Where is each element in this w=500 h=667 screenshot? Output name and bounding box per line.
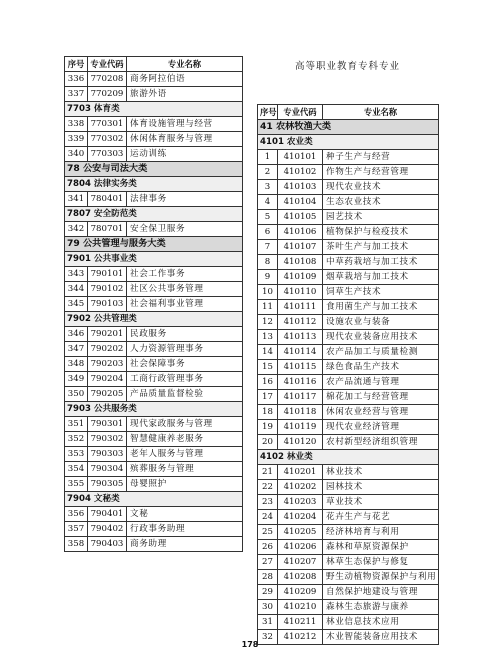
header-code: 专业代码: [278, 105, 323, 120]
table-row: [258, 165, 439, 180]
name-cell: 中草药栽培与加工技术: [323, 255, 439, 270]
seq-cell: 22: [258, 480, 278, 495]
seq-cell: 29: [258, 585, 278, 600]
code-cell: 410106: [278, 225, 323, 240]
name-cell: 老年人服务与管理: [127, 447, 243, 462]
seq-cell: 3: [258, 180, 278, 195]
seq-cell: 347: [65, 342, 88, 357]
category-label: 79 公共管理与服务大类: [65, 237, 243, 252]
seq-cell: 357: [65, 522, 88, 537]
table-row: [258, 570, 439, 585]
table-row: [65, 192, 243, 207]
code-cell: 790401: [88, 507, 127, 522]
code-cell: 410105: [278, 210, 323, 225]
seq-cell: 32: [258, 630, 278, 645]
table-row: [258, 525, 439, 540]
subcategory-row: [65, 102, 243, 117]
table-row: [65, 147, 243, 162]
table-row: [65, 282, 243, 297]
name-cell: 自然保护地建设与管理: [323, 585, 439, 600]
code-cell: 410110: [278, 285, 323, 300]
name-cell: 林业信息技术应用: [323, 615, 439, 630]
name-cell: 设施农业与装备: [323, 315, 439, 330]
name-cell: 农产品流通与管理: [323, 375, 439, 390]
table-row: [65, 477, 243, 492]
code-cell: 770303: [88, 147, 127, 162]
seq-cell: 15: [258, 360, 278, 375]
code-cell: 410204: [278, 510, 323, 525]
seq-cell: 30: [258, 600, 278, 615]
name-cell: 产品质量监督检验: [127, 387, 243, 402]
right-section-heading: 高等职业教育专科专业: [294, 61, 400, 72]
code-cell: 790302: [88, 432, 127, 447]
seq-cell: 8: [258, 255, 278, 270]
code-cell: 780701: [88, 222, 127, 237]
table-row: [65, 372, 243, 387]
name-cell: 民政服务: [127, 327, 243, 342]
name-cell: 作物生产与经营管理: [323, 165, 439, 180]
seq-cell: 349: [65, 372, 88, 387]
seq-cell: 21: [258, 465, 278, 480]
table-row: [258, 210, 439, 225]
seq-cell: 340: [65, 147, 88, 162]
right-table-body: [258, 120, 439, 645]
name-cell: 工商行政管理事务: [127, 372, 243, 387]
name-cell: 母婴照护: [127, 477, 243, 492]
left-major-table: [64, 56, 243, 552]
table-row: [258, 285, 439, 300]
seq-cell: 7: [258, 240, 278, 255]
name-cell: 休闲农业经营与管理: [323, 405, 439, 420]
table-row: [258, 510, 439, 525]
code-cell: 410205: [278, 525, 323, 540]
table-row: [258, 225, 439, 240]
seq-cell: 11: [258, 300, 278, 315]
name-cell: 社区公共事务管理: [127, 282, 243, 297]
seq-cell: 355: [65, 477, 88, 492]
table-row: [65, 72, 243, 87]
seq-cell: 352: [65, 432, 88, 447]
seq-cell: 26: [258, 540, 278, 555]
table-header-row: [65, 57, 243, 72]
seq-cell: 343: [65, 267, 88, 282]
seq-cell: 24: [258, 510, 278, 525]
name-cell: 社会工作事务: [127, 267, 243, 282]
name-cell: 林草生态保护与修复: [323, 555, 439, 570]
seq-cell: 12: [258, 315, 278, 330]
table-row: [65, 87, 243, 102]
subcategory-row: [65, 492, 243, 507]
name-cell: 行政事务助理: [127, 522, 243, 537]
code-cell: 790403: [88, 537, 127, 552]
code-cell: 790402: [88, 522, 127, 537]
code-cell: 410201: [278, 465, 323, 480]
code-cell: 410102: [278, 165, 323, 180]
table-row: [65, 267, 243, 282]
code-cell: 410111: [278, 300, 323, 315]
table-row: [65, 222, 243, 237]
header-name: 专业名称: [323, 105, 439, 120]
table-row: [258, 405, 439, 420]
seq-cell: 18: [258, 405, 278, 420]
seq-cell: 31: [258, 615, 278, 630]
table-row: [258, 180, 439, 195]
code-cell: 410203: [278, 495, 323, 510]
seq-cell: 20: [258, 435, 278, 450]
seq-cell: 346: [65, 327, 88, 342]
name-cell: 现代农业经济管理: [323, 420, 439, 435]
name-cell: 智慧健康养老服务: [127, 432, 243, 447]
name-cell: 体育设施管理与经营: [127, 117, 243, 132]
name-cell: 野生动植物资源保护与利用: [323, 570, 439, 585]
name-cell: 休闲体育服务与管理: [127, 132, 243, 147]
code-cell: 410107: [278, 240, 323, 255]
seq-cell: 4: [258, 195, 278, 210]
table-row: [65, 447, 243, 462]
category-row: [258, 120, 439, 135]
subcategory-row: [65, 207, 243, 222]
table-row: [65, 432, 243, 447]
code-cell: 790202: [88, 342, 127, 357]
header-seq: 序号: [258, 105, 278, 120]
name-cell: 现代农业技术: [323, 180, 439, 195]
table-row: [65, 417, 243, 432]
name-cell: 文秘: [127, 507, 243, 522]
code-cell: 790204: [88, 372, 127, 387]
seq-cell: 13: [258, 330, 278, 345]
seq-cell: 351: [65, 417, 88, 432]
table-row: [65, 117, 243, 132]
seq-cell: 10: [258, 285, 278, 300]
code-cell: 410120: [278, 435, 323, 450]
table-row: [258, 615, 439, 630]
table-row: [65, 522, 243, 537]
code-cell: 410202: [278, 480, 323, 495]
code-cell: 410103: [278, 180, 323, 195]
code-cell: 410116: [278, 375, 323, 390]
code-cell: 790201: [88, 327, 127, 342]
name-cell: 烟草栽培与加工技术: [323, 270, 439, 285]
subcategory-row: [65, 252, 243, 267]
table-row: [258, 255, 439, 270]
name-cell: 林业技术: [323, 465, 439, 480]
table-row: [65, 507, 243, 522]
subcategory-label: 4101 农业类: [258, 135, 439, 150]
seq-cell: 16: [258, 375, 278, 390]
name-cell: 安全保卫服务: [127, 222, 243, 237]
seq-cell: 341: [65, 192, 88, 207]
seq-cell: 2: [258, 165, 278, 180]
subcategory-row: [65, 402, 243, 417]
code-cell: 410112: [278, 315, 323, 330]
table-row: [65, 297, 243, 312]
code-cell: 790102: [88, 282, 127, 297]
name-cell: 绿色食品生产技术: [323, 360, 439, 375]
subcategory-label: 7902 公共管理类: [65, 312, 243, 327]
name-cell: 现代农业装备应用技术: [323, 330, 439, 345]
code-cell: 410210: [278, 600, 323, 615]
seq-cell: 17: [258, 390, 278, 405]
code-cell: 410208: [278, 570, 323, 585]
seq-cell: 28: [258, 570, 278, 585]
code-cell: 410119: [278, 420, 323, 435]
code-cell: 770209: [88, 87, 127, 102]
name-cell: 农村新型经济组织管理: [323, 435, 439, 450]
code-cell: 770302: [88, 132, 127, 147]
table-row: [258, 300, 439, 315]
table-row: [258, 420, 439, 435]
subcategory-label: 7804 法律实务类: [65, 177, 243, 192]
code-cell: 410117: [278, 390, 323, 405]
subcategory-row: [65, 312, 243, 327]
name-cell: 殡葬服务与管理: [127, 462, 243, 477]
name-cell: 森林和草原资源保护: [323, 540, 439, 555]
table-row: [65, 387, 243, 402]
seq-cell: 338: [65, 117, 88, 132]
seq-cell: 348: [65, 357, 88, 372]
name-cell: 经济林培育与利用: [323, 525, 439, 540]
seq-cell: 27: [258, 555, 278, 570]
seq-cell: 337: [65, 87, 88, 102]
table-row: [258, 315, 439, 330]
subcategory-label: 7807 安全防范类: [65, 207, 243, 222]
table-row: [258, 195, 439, 210]
seq-cell: 14: [258, 345, 278, 360]
category-row: [65, 162, 243, 177]
category-label: 78 公安与司法大类: [65, 162, 243, 177]
name-cell: 棉花加工与经营管理: [323, 390, 439, 405]
code-cell: 410207: [278, 555, 323, 570]
name-cell: 森林生态旅游与康养: [323, 600, 439, 615]
subcategory-row: [65, 177, 243, 192]
code-cell: 780401: [88, 192, 127, 207]
header-name: 专业名称: [127, 57, 243, 72]
code-cell: 770208: [88, 72, 127, 87]
seq-cell: 25: [258, 525, 278, 540]
name-cell: 园艺技术: [323, 210, 439, 225]
seq-cell: 356: [65, 507, 88, 522]
code-cell: 410101: [278, 150, 323, 165]
name-cell: 社会福利事业管理: [127, 297, 243, 312]
subcategory-label: 4102 林业类: [258, 450, 439, 465]
seq-cell: 344: [65, 282, 88, 297]
category-label: 41 农林牧渔大类: [258, 120, 439, 135]
table-row: [258, 390, 439, 405]
seq-cell: 336: [65, 72, 88, 87]
name-cell: 旅游外语: [127, 87, 243, 102]
table-row: [65, 357, 243, 372]
name-cell: 商务助理: [127, 537, 243, 552]
table-row: [258, 360, 439, 375]
code-cell: 790304: [88, 462, 127, 477]
table-row: [65, 327, 243, 342]
seq-cell: 5: [258, 210, 278, 225]
code-cell: 410115: [278, 360, 323, 375]
table-row: [258, 555, 439, 570]
code-cell: 410206: [278, 540, 323, 555]
subcategory-label: 7703 体育类: [65, 102, 243, 117]
code-cell: 410104: [278, 195, 323, 210]
table-row: [258, 150, 439, 165]
seq-cell: 1: [258, 150, 278, 165]
name-cell: 社会保障事务: [127, 357, 243, 372]
code-cell: 410109: [278, 270, 323, 285]
seq-cell: 358: [65, 537, 88, 552]
seq-cell: 6: [258, 225, 278, 240]
code-cell: 790101: [88, 267, 127, 282]
table-row: [65, 342, 243, 357]
name-cell: 法律事务: [127, 192, 243, 207]
subcategory-row: [258, 450, 439, 465]
table-row: [258, 330, 439, 345]
name-cell: 农产品加工与质量检测: [323, 345, 439, 360]
left-table-body: [65, 72, 243, 552]
name-cell: 园林技术: [323, 480, 439, 495]
seq-cell: 345: [65, 297, 88, 312]
seq-cell: 354: [65, 462, 88, 477]
seq-cell: 9: [258, 270, 278, 285]
code-cell: 770301: [88, 117, 127, 132]
table-row: [258, 435, 439, 450]
header-code: 专业代码: [88, 57, 127, 72]
name-cell: 现代家政服务与管理: [127, 417, 243, 432]
table-row: [258, 480, 439, 495]
category-row: [65, 237, 243, 252]
name-cell: 种子生产与经营: [323, 150, 439, 165]
seq-cell: 23: [258, 495, 278, 510]
table-row: [258, 465, 439, 480]
code-cell: 790303: [88, 447, 127, 462]
seq-cell: 342: [65, 222, 88, 237]
code-cell: 790205: [88, 387, 127, 402]
code-cell: 410211: [278, 615, 323, 630]
code-cell: 790305: [88, 477, 127, 492]
code-cell: 410113: [278, 330, 323, 345]
table-row: [65, 537, 243, 552]
code-cell: 410209: [278, 585, 323, 600]
code-cell: 790301: [88, 417, 127, 432]
code-cell: 790103: [88, 297, 127, 312]
name-cell: 食用菌生产与加工技术: [323, 300, 439, 315]
name-cell: 商务阿拉伯语: [127, 72, 243, 87]
right-major-table: [257, 104, 439, 645]
seq-cell: 350: [65, 387, 88, 402]
table-row: [258, 585, 439, 600]
name-cell: 植物保护与检疫技术: [323, 225, 439, 240]
table-row: [258, 345, 439, 360]
code-cell: 790203: [88, 357, 127, 372]
subcategory-label: 7901 公共事业类: [65, 252, 243, 267]
seq-cell: 339: [65, 132, 88, 147]
header-seq: 序号: [65, 57, 88, 72]
code-cell: 410108: [278, 255, 323, 270]
page-number: 178: [241, 640, 259, 649]
name-cell: 生态农业技术: [323, 195, 439, 210]
code-cell: 410212: [278, 630, 323, 645]
code-cell: 410114: [278, 345, 323, 360]
table-row: [258, 240, 439, 255]
name-cell: 草业技术: [323, 495, 439, 510]
table-row: [258, 495, 439, 510]
seq-cell: 353: [65, 447, 88, 462]
subcategory-label: 7904 文秘类: [65, 492, 243, 507]
table-row: [258, 600, 439, 615]
table-row: [258, 270, 439, 285]
table-row: [258, 375, 439, 390]
table-row: [258, 540, 439, 555]
name-cell: 木业智能装备应用技术: [323, 630, 439, 645]
subcategory-label: 7903 公共服务类: [65, 402, 243, 417]
table-row: [65, 132, 243, 147]
name-cell: 茶叶生产与加工技术: [323, 240, 439, 255]
name-cell: 人力资源管理事务: [127, 342, 243, 357]
name-cell: 花卉生产与花艺: [323, 510, 439, 525]
code-cell: 410118: [278, 405, 323, 420]
subcategory-row: [258, 135, 439, 150]
name-cell: 运动训练: [127, 147, 243, 162]
seq-cell: 19: [258, 420, 278, 435]
name-cell: 饲草生产技术: [323, 285, 439, 300]
table-row: [65, 462, 243, 477]
table-header-row: [258, 105, 439, 120]
